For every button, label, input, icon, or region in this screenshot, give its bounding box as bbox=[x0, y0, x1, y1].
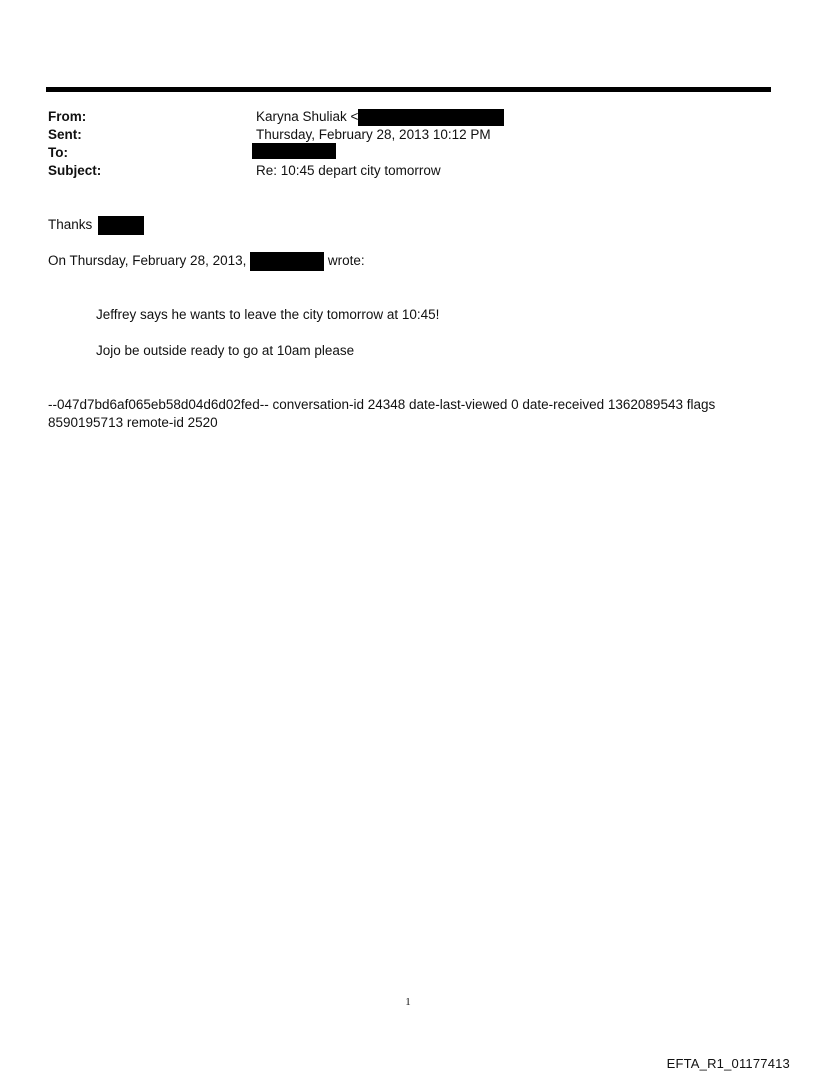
sent-label: Sent: bbox=[48, 127, 82, 142]
subject-value: Re: 10:45 depart city tomorrow bbox=[256, 163, 441, 178]
sent-value: Thursday, February 28, 2013 10:12 PM bbox=[256, 127, 491, 142]
from-value bbox=[256, 108, 504, 126]
thanks-line bbox=[48, 216, 144, 235]
quoted-line-1: Jeffrey says he wants to leave the city tomorrow at 10:45! bbox=[96, 307, 440, 322]
redaction-box bbox=[358, 109, 504, 126]
from-name: Karyna Shuliak < bbox=[256, 109, 359, 124]
redaction-box bbox=[98, 216, 144, 235]
metadata-line-2: 8590195713 remote-id 2520 bbox=[48, 415, 218, 430]
redaction-box bbox=[252, 143, 336, 159]
page-number: 1 bbox=[405, 996, 411, 1008]
quote-intro-prefix: On Thursday, February 28, 2013, bbox=[48, 253, 247, 269]
subject-label: Subject: bbox=[48, 163, 102, 178]
quoted-line-2: Jojo be outside ready to go at 10am please bbox=[96, 343, 355, 358]
thanks-text: Thanks bbox=[48, 217, 93, 233]
metadata-line-1: --047d7bd6af065eb58d04d6d02fed-- conversation-id 24348 date-last-viewed 0 date-received 1362089543 flags bbox=[48, 397, 716, 412]
from-label: From: bbox=[48, 109, 87, 124]
redaction-box bbox=[250, 252, 324, 271]
header-rule bbox=[46, 87, 771, 92]
document-id: EFTA_R1_01177413 bbox=[666, 1056, 790, 1071]
quote-intro bbox=[48, 252, 365, 271]
to-label: To: bbox=[48, 145, 68, 160]
quote-intro-suffix: wrote: bbox=[327, 253, 365, 269]
